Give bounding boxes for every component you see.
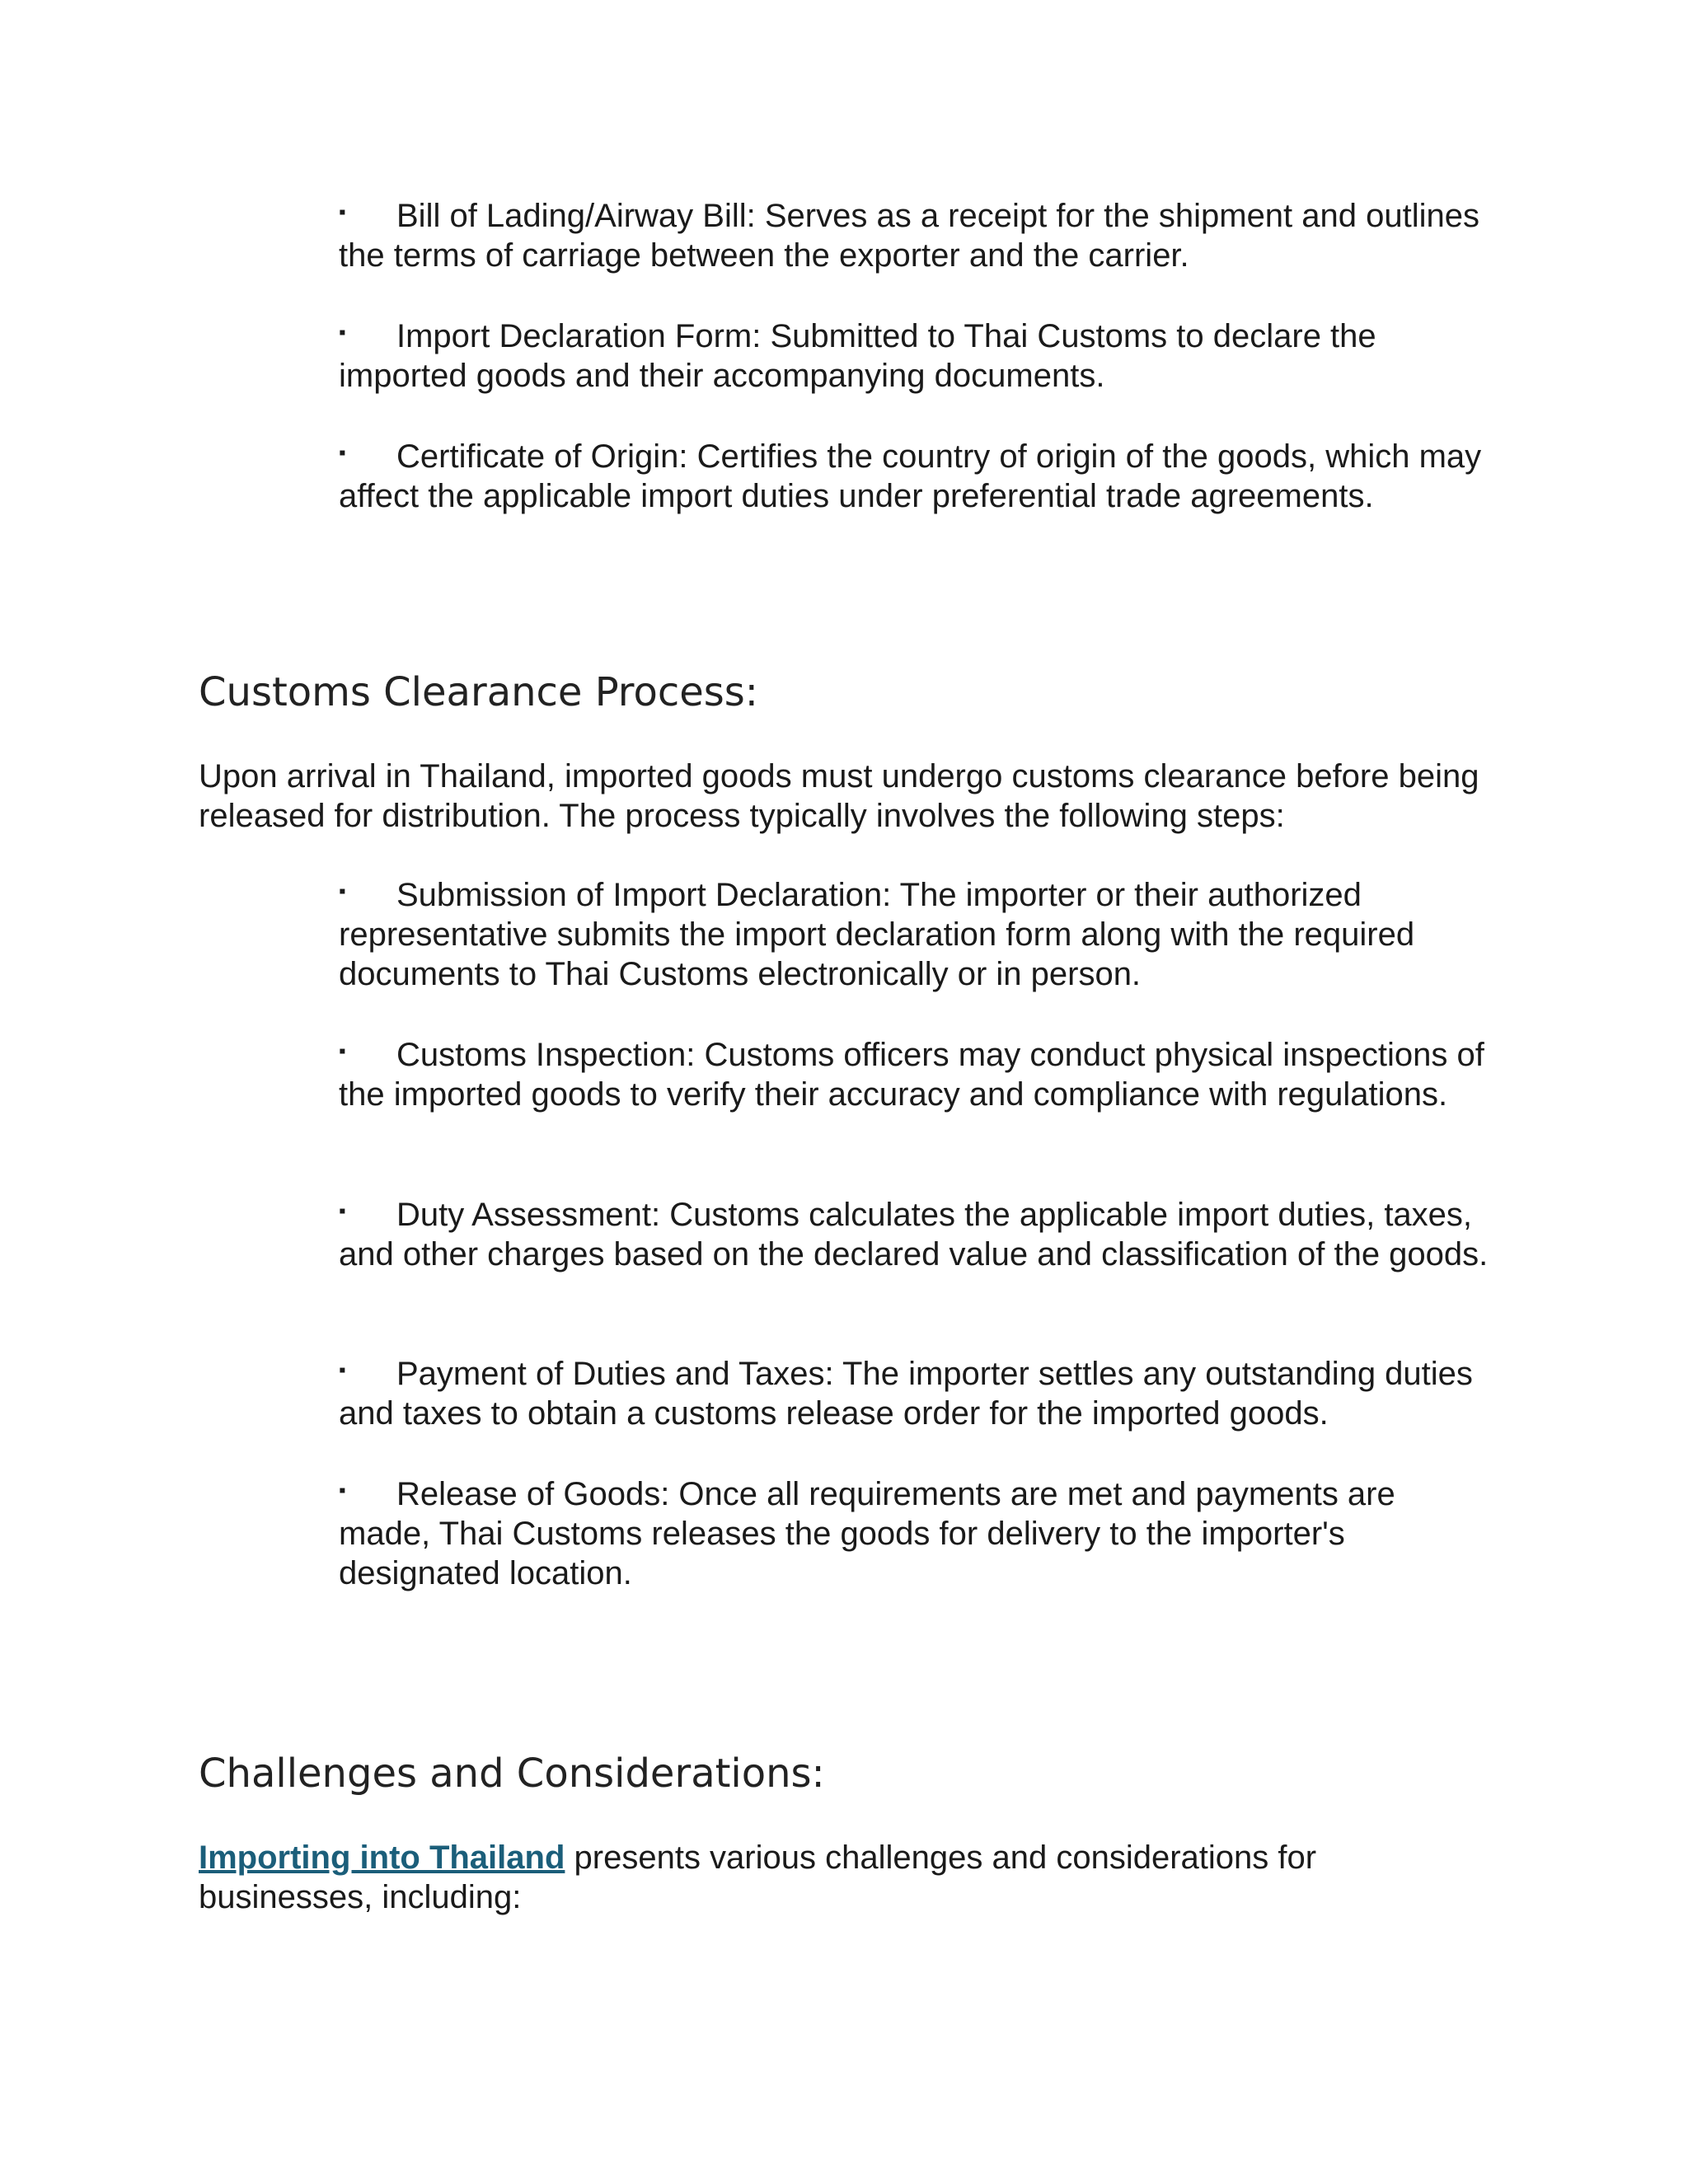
challenges-intro-paragraph — [199, 1838, 1493, 1917]
list-item — [339, 1035, 1493, 1114]
list-item — [339, 196, 1493, 275]
list-item-text: Import Declaration Form: Submitted to Thai Customs to declare the imported goods and their accompanying documents. — [339, 318, 1376, 394]
list-item-text: Certificate of Origin: Certifies the country of origin of the goods, which may affect the applicable import duties under preferential trade agreements. — [339, 438, 1482, 514]
bullet-icon: ▪ — [339, 1359, 346, 1381]
section-heading-challenges: Challenges and Considerations: — [199, 1750, 825, 1797]
bullet-icon: ▪ — [339, 1200, 346, 1222]
list-item — [339, 1195, 1493, 1274]
list-item — [339, 316, 1493, 396]
list-item — [339, 1354, 1493, 1433]
section-heading-customs: Customs Clearance Process: — [199, 669, 758, 715]
list-item — [339, 437, 1493, 516]
list-item-text: Customs Inspection: Customs officers may conduct physical inspections of the imported goods to verify their accuracy and compliance with regulations. — [339, 1037, 1484, 1113]
challenges-intro-text: presents various challenges and considerations for businesses, including: — [199, 1840, 1317, 1915]
list-item — [339, 875, 1493, 994]
list-item — [339, 1474, 1493, 1593]
importing-into-thailand-link[interactable]: Importing into Thailand — [199, 1840, 565, 1876]
bullet-icon: ▪ — [339, 442, 346, 464]
bullet-icon: ▪ — [339, 201, 346, 223]
bullet-icon: ▪ — [339, 321, 346, 344]
list-item-text: Release of Goods: Once all requirements are met and payments are made, Thai Customs releases the goods for delivery to the importer's designated location. — [339, 1476, 1395, 1591]
list-item-text: Bill of Lading/Airway Bill: Serves as a receipt for the shipment and outlines the terms of carriage between the exporter and the carrier. — [339, 198, 1480, 274]
bullet-icon: ▪ — [339, 880, 346, 902]
bullet-icon: ▪ — [339, 1040, 346, 1062]
list-item-text: Payment of Duties and Taxes: The importer settles any outstanding duties and taxes to obtain a customs release order for the imported goods. — [339, 1356, 1473, 1432]
customs-intro-paragraph: Upon arrival in Thailand, imported goods must undergo customs clearance before being released for distribution. The process typically involves the following steps: — [199, 758, 1479, 834]
list-item-text: Submission of Import Declaration: The importer or their authorized representative submits the import declaration form along with the required documents to Thai Customs electronically or in person. — [339, 877, 1415, 992]
bullet-icon: ▪ — [339, 1479, 346, 1502]
list-item-text: Duty Assessment: Customs calculates the applicable import duties, taxes, and other charges based on the declared value and classification of the goods. — [339, 1197, 1489, 1272]
